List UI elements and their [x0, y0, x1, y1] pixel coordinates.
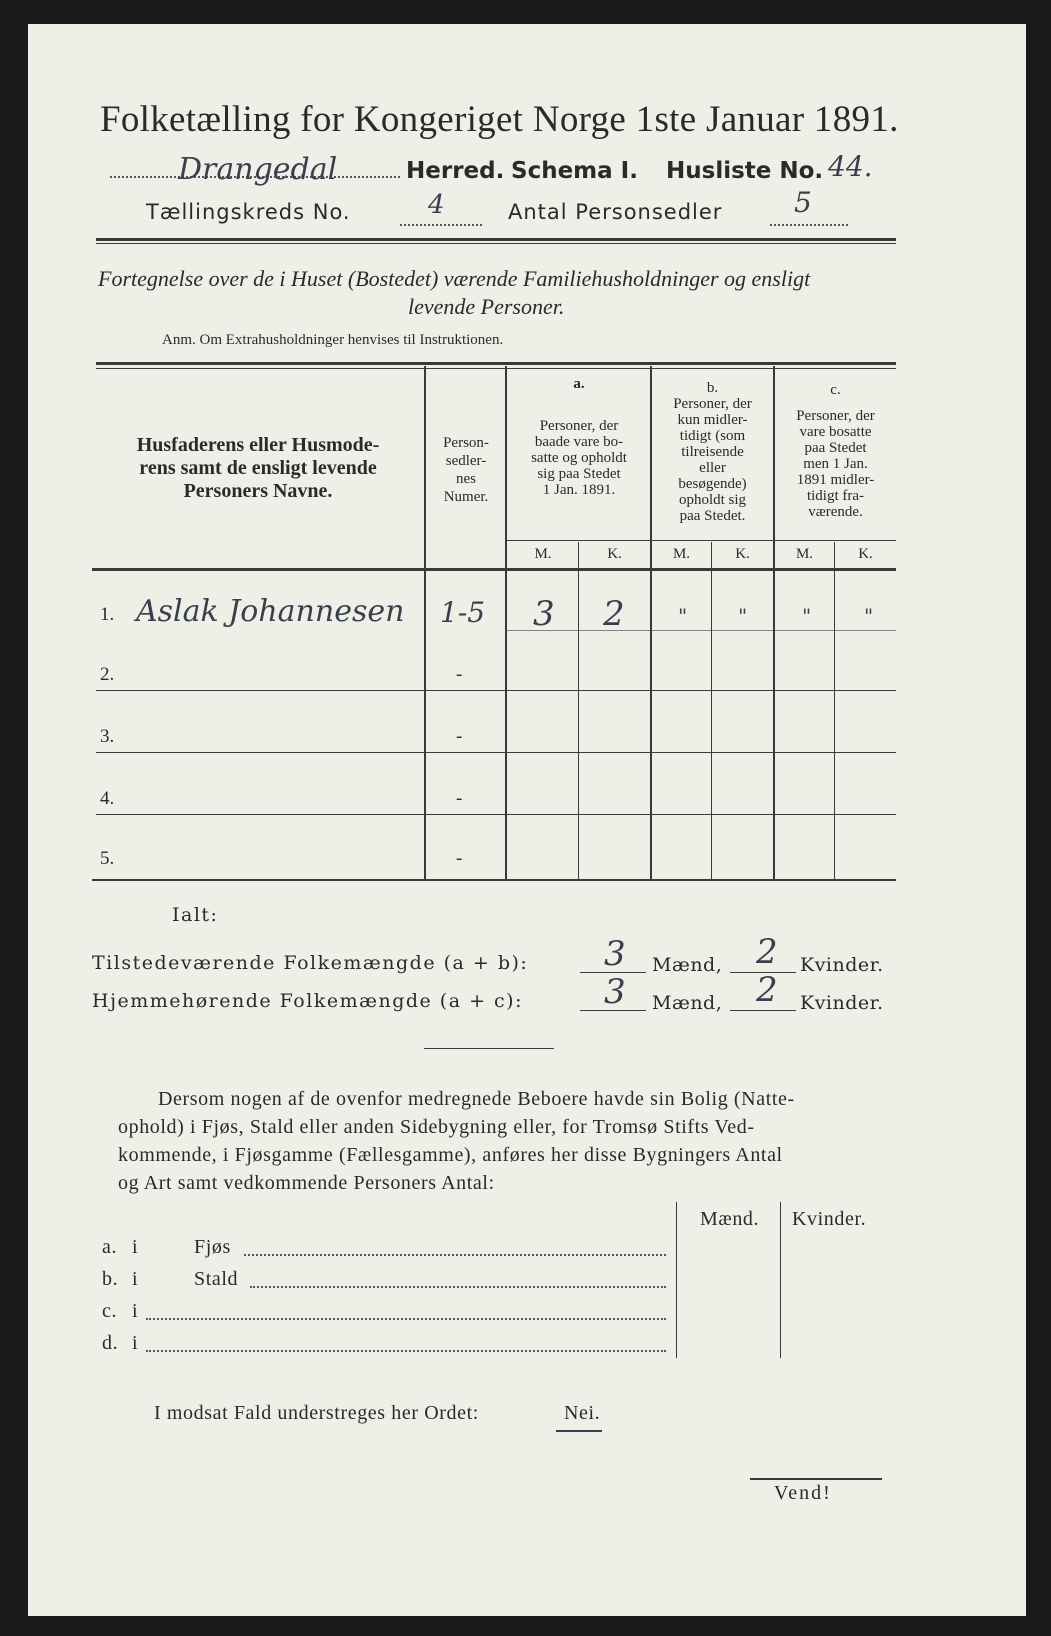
item-i: i — [132, 1300, 139, 1322]
vline-c-mk — [834, 542, 835, 881]
kvinder-col-header: Kvinder. — [792, 1208, 867, 1230]
para-line2: ophold) i Fjøs, Stald eller anden Sidebygning eller, for Tromsø Stifts Ved- — [118, 1116, 755, 1138]
intro-note: Anm. Om Extrahusholdninger henvises til Instruktionen. — [162, 332, 504, 348]
para-line4: og Art samt vedkommende Personers Antal: — [118, 1172, 495, 1194]
row-num: 4. — [100, 788, 115, 809]
vend-rule — [750, 1478, 882, 1480]
row-num: 3. — [100, 726, 115, 747]
nei-underline — [556, 1430, 602, 1432]
antal-dotline — [770, 224, 848, 226]
row-num: 2. — [100, 664, 115, 685]
para-line3: kommende, i Fjøsgamme (Fællesgamme), anføres her disse Bygningers Antal — [118, 1144, 783, 1166]
herred-value: Drangedal — [178, 152, 338, 187]
row-a-m: 3 — [533, 594, 555, 634]
tilstede-kvinder: 2 — [756, 932, 778, 972]
row-c-m: " — [802, 604, 812, 628]
nei-word: Nei. — [564, 1402, 601, 1424]
col-c-letter: c. — [830, 382, 841, 398]
intro-line1: Fortegnelse over de i Huset (Bostedet) værende Familiehusholdninger og ensligt — [98, 266, 811, 291]
tilstede-maend-word: Mænd, — [652, 954, 723, 976]
modsat-label: I modsat Fald understreges her Ordet: — [154, 1402, 479, 1424]
census-form-page — [28, 24, 1026, 1616]
table-top-rule — [96, 362, 896, 365]
item-i: i — [132, 1236, 139, 1258]
row-b-m: " — [678, 604, 688, 628]
header-rule — [96, 238, 896, 241]
hjemme-kvinder: 2 — [756, 970, 778, 1010]
b-m-label: M. — [672, 546, 691, 562]
hjemme-label: Hjemmehørende Folkemængde (a + c): — [92, 990, 523, 1012]
row-sedler: - — [456, 726, 463, 747]
item-letter: d. — [102, 1332, 119, 1354]
table-header-rule — [92, 568, 896, 571]
col-b-header: Personer, der kun midler- tidigt (som tilreisende eller besøgende) opholdt sig paa Stedet. — [673, 396, 752, 524]
a-m-label: M. — [534, 546, 552, 562]
tilstede-maend: 3 — [604, 934, 626, 974]
hjemme-kvinder-word: Kvinder. — [800, 992, 884, 1014]
row-rule-0 — [507, 630, 896, 631]
col-num-header: Person- sedler- nes Numer. — [443, 435, 489, 505]
antal-label: Antal Personsedler — [508, 200, 723, 224]
row-sedler: 1-5 — [440, 596, 486, 629]
row-num: 5. — [100, 848, 115, 869]
kreds-dotline — [400, 224, 482, 226]
c-k-label: K. — [858, 546, 873, 562]
col-a-header: Personer, der baade vare bo- satte og opholdt sig paa Stedet 1 Jan. 1891. — [531, 418, 627, 498]
item-dotline — [250, 1286, 666, 1288]
herred-label: Herred. — [406, 158, 505, 184]
antal-value: 5 — [794, 186, 812, 219]
ialt-label: Ialt: — [172, 904, 219, 926]
schema-label: Schema I. — [511, 158, 638, 184]
hjemme-maend: 3 — [604, 972, 626, 1012]
b-k-label: K. — [735, 546, 750, 562]
item-dotline — [146, 1350, 666, 1352]
maend-col-header: Mænd. — [700, 1208, 760, 1230]
col-a-letter: a. — [573, 376, 585, 392]
tilstede-label: Tilstedeværende Folkemængde (a + b): — [92, 952, 529, 974]
item-dotline — [146, 1318, 666, 1320]
mk-subheader-rule — [507, 540, 896, 541]
a-k-label: K. — [607, 546, 622, 562]
c-m-label: M. — [795, 546, 814, 562]
item-i: i — [132, 1268, 139, 1290]
col-c-header: Personer, der vare bosatte paa Stedet men 1 Jan. 1891 midler- tidigt fra- værende. — [796, 408, 875, 520]
item-letter: c. — [102, 1300, 118, 1322]
small-vline-2 — [780, 1202, 781, 1358]
row-num: 1. — [100, 604, 115, 625]
hjemme-maend-word: Mænd, — [652, 992, 723, 1014]
vend-label: Vend! — [774, 1482, 832, 1504]
intro-line2: levende Personer. — [408, 294, 565, 319]
vline-names — [424, 366, 426, 881]
form-title: Folketælling for Kongeriget Norge 1ste Januar 1891. — [100, 99, 899, 140]
table-bottom-rule — [92, 879, 896, 881]
row-rule-3 — [96, 814, 896, 815]
item-label: Stald — [194, 1268, 239, 1290]
kreds-label: Tællingskreds No. — [146, 200, 351, 224]
item-dotline — [244, 1254, 666, 1256]
row-sedler: - — [456, 788, 463, 809]
husliste-label: Husliste No. — [666, 158, 824, 184]
kreds-value: 4 — [428, 190, 445, 220]
item-letter: a. — [102, 1236, 118, 1258]
table-top-rule-thin — [96, 368, 896, 369]
vline-num — [505, 366, 507, 881]
row-sedler: - — [456, 848, 463, 869]
husliste-value: 44. — [828, 150, 873, 183]
row-rule-2 — [96, 752, 896, 753]
row-a-k: 2 — [603, 594, 625, 634]
hjemme-kvinder-line — [730, 1010, 796, 1011]
row-b-k: " — [738, 604, 748, 628]
section-divider — [424, 1048, 554, 1049]
tilstede-kvinder-word: Kvinder. — [800, 954, 884, 976]
item-letter: b. — [102, 1268, 119, 1290]
vline-a-mk — [578, 542, 579, 881]
row-rule-1 — [96, 690, 896, 691]
small-vline-1 — [676, 1202, 677, 1358]
para-line1: Dersom nogen af de ovenfor medregnede Beboere havde sin Bolig (Natte- — [158, 1088, 795, 1110]
row-sedler: - — [456, 664, 463, 685]
item-label: Fjøs — [194, 1236, 231, 1258]
item-i: i — [132, 1332, 139, 1354]
col-b-letter: b. — [706, 380, 719, 396]
vline-b-mk — [711, 542, 712, 881]
row-name: Aslak Johannesen — [136, 594, 405, 629]
row-c-k: " — [864, 604, 874, 628]
header-rule-thin — [96, 243, 896, 244]
col-names-header: Husfaderens eller Husmode- rens samt de ensligt levende Personers Navne. — [136, 434, 380, 502]
